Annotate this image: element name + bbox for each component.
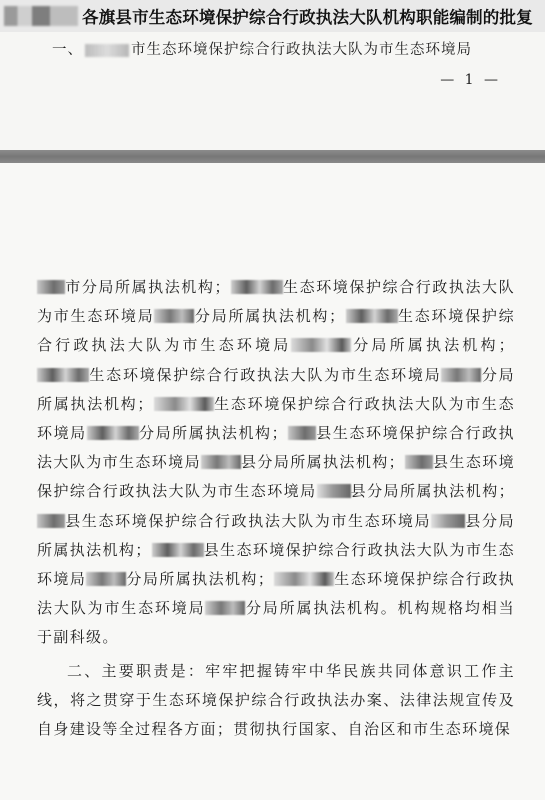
text-segment: 生态环境保护综合行政执法大队为市生态环境局 — [89, 365, 442, 384]
previous-page-line — [52, 38, 472, 59]
redacted-region — [154, 309, 194, 323]
text-segment: 县分局所属执法机构； — [350, 482, 515, 501]
text-segment: 生态环境保护综合行政执法大队为市生态环境局 — [37, 394, 515, 443]
text-segment: 生态环境保护综合行政执法大队为市生态环境局 — [37, 278, 515, 326]
line-prefix: 一、 — [52, 42, 83, 58]
redacted-region — [205, 601, 245, 615]
document-banner — [0, 0, 545, 32]
redacted-region — [87, 426, 139, 440]
redacted-region — [274, 572, 334, 586]
document-page — [0, 163, 545, 800]
paragraph-institutions — [37, 273, 515, 653]
document-body — [37, 273, 515, 744]
redacted-region — [4, 6, 78, 26]
text-segment: 分局所属执法机构； — [126, 570, 275, 589]
redacted-region — [405, 455, 433, 469]
page-divider — [0, 150, 545, 163]
redacted-region — [231, 280, 283, 294]
text-segment: 分局所属执法机构； — [351, 336, 515, 355]
text-segment: 生态环境保护综合行政执法大队为市生态环境局 — [37, 570, 515, 618]
redacted-region — [288, 426, 316, 440]
redacted-region — [431, 514, 465, 528]
redacted-region — [201, 455, 241, 469]
line-text: 市生态环境保护综合行政执法大队为市生态环境局 — [131, 42, 472, 58]
redacted-region — [346, 309, 398, 323]
text-segment: 县生态环境保护综合行政执法大队为市生态环境局 — [37, 540, 516, 589]
redacted-region — [37, 368, 89, 382]
redacted-region — [85, 44, 129, 57]
previous-page-fragment — [0, 32, 545, 150]
redacted-region — [152, 543, 204, 557]
text-segment: 县生态环境保护综合行政执法大队为市生态环境局 — [37, 424, 515, 472]
text-segment: 县分局所属执法机构； — [240, 453, 405, 472]
redacted-region — [441, 368, 481, 382]
text-segment: 分局所属执法机构； — [37, 365, 515, 413]
text-segment: 县分局所属执法机构； — [37, 511, 515, 559]
redacted-region — [37, 280, 65, 294]
text-segment: 县生态环境保护综合行政执法大队为市生态环境局 — [37, 453, 515, 501]
text-segment: 市分局所属执法机构； — [65, 278, 231, 296]
redacted-region — [154, 397, 214, 411]
paragraph-main-duties: 二、主要职责是：牢牢把握铸牢中华民族共同体意识工作主线，将之贯穿于生态环境保护综合行政执法办案、法律法规宣传及自身建设等全过程各方面；贯彻执行国家、自治区和市生态环境保 — [37, 661, 515, 739]
text-segment: 分局所属执法机构； — [138, 424, 288, 443]
redacted-region — [317, 484, 351, 498]
redacted-region — [37, 514, 65, 528]
text-segment: 县生态环境保护综合行政执法大队为市生态环境局 — [65, 511, 432, 530]
redacted-region — [291, 338, 351, 352]
page-number: — 1 — — [440, 72, 501, 88]
text-segment: 分局所属执法机构。机构规格均相当于副科级。 — [37, 599, 515, 647]
redacted-region — [86, 572, 126, 586]
text-segment: 分局所属执法机构； — [194, 307, 346, 326]
banner-title: 各旗县市生态环境保护综合行政执法大队机构职能编制的批复 — [82, 8, 533, 27]
text-segment: 生态环境保护综合行政执法大队为市生态环境局 — [37, 307, 516, 355]
